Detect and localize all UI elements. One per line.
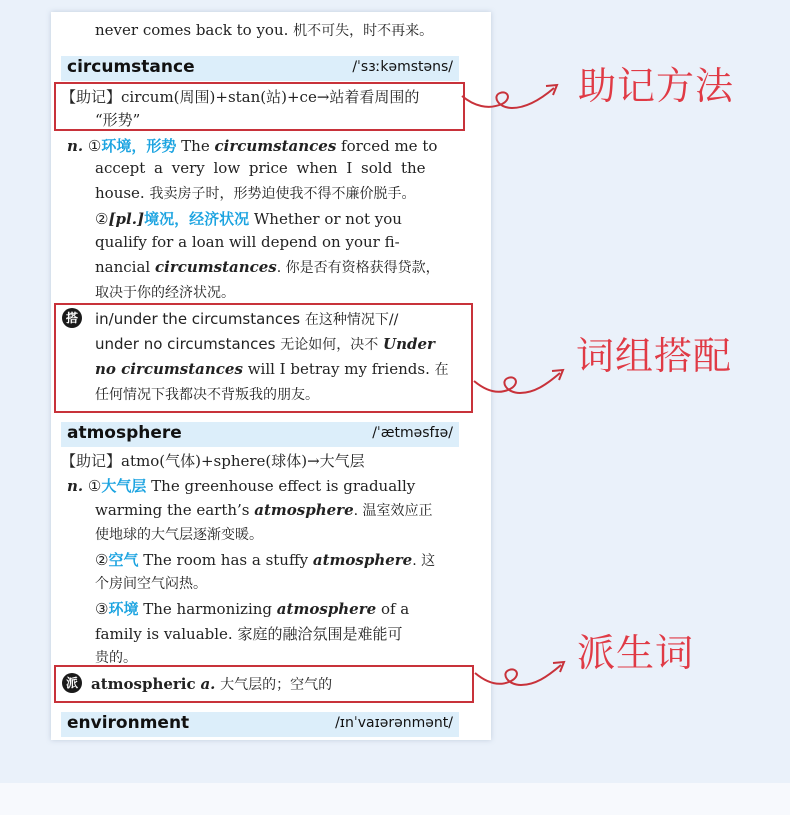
derivative-word: atmospheric [91,675,196,693]
top-line [95,20,433,40]
example-keyword: atmosphere [276,600,377,618]
mnemonic-label: 【助记】 [61,452,122,470]
sense-meaning: 空气 [108,551,139,569]
example-text: The harmonizing [143,600,273,618]
example-text: The [181,137,210,155]
collocation-badge-icon: 搭 [62,308,82,328]
example-text: The greenhouse effect is gradually [151,477,416,495]
phonetic: /ɪnˈvaɪərənmənt/ [335,715,453,731]
sense-number: ② [95,210,109,228]
example-translation: . 你是否有资格获得贷款， [276,260,440,276]
top-line-en: never comes back to you. [95,21,289,39]
example-text: forced me to [341,137,438,155]
sense-1-line [67,135,437,156]
grammar-note: [pl.] [108,210,145,228]
example-text: will I betray my friends. [247,360,430,378]
example-keyword: atmosphere [312,551,413,569]
example-translation: . 温室效应正 [353,503,433,519]
example-translation: 任何情况下我都决不背叛我的朋友。 [95,387,319,403]
curly-arrow-icon [460,80,570,120]
headword: atmosphere [67,423,182,443]
example-text: Whether or not you [253,210,402,228]
sense-number: ① [87,477,102,495]
example-translation: 在 [434,362,449,378]
part-of-speech: n. [67,477,84,495]
example-text: of a [380,600,410,618]
headword: circumstance [67,57,195,77]
mnemonic-label: 【助记】 [61,88,122,106]
example-line: qualify for a loan will depend on your fi- [95,233,400,251]
example-text: The room has a stuffy [143,551,309,569]
collocation-annotation: 词组搭配 [576,334,733,378]
example-keyword: circumstances [154,258,277,276]
part-of-speech: n. [67,137,84,155]
sense-meaning: 环境 [108,600,139,618]
mnemonic-text-2: “形势” [95,111,141,129]
example-keyword: Under [383,335,435,353]
headword-bar-environment [61,712,459,737]
example-translation: . 这 [412,553,436,569]
collocation-meaning: 在这种情况下// [304,312,399,328]
derivative-meaning: 大气层的；空气的 [220,677,333,693]
sense-meaning: 境况，经济状况 [144,210,250,228]
mnemonic-text: circum(周围)+stan(站)+ce→站着看周围的 [121,88,420,106]
mnemonic-highlight-box [54,82,465,131]
collocation-phrase: under no circumstances [95,335,276,353]
derivative-highlight-box [54,665,474,703]
sense-meaning: 大气层 [101,477,147,495]
example-line [95,257,440,277]
sense-2-line [95,549,435,570]
top-line-cn: 机不可失，时不再来。 [293,23,434,39]
derivative-annotation: 派生词 [577,631,695,675]
curly-arrow-icon [472,365,572,405]
mnemonic-text: atmo(气体)+sphere(球体)→大气层 [121,452,365,470]
background-strip [0,783,790,815]
example-text: house. [95,184,145,202]
headword-bar-circumstance [61,56,459,81]
example-line: family is valuable. 家庭的融洽氛围是难能可 [95,625,403,643]
example-keyword: atmosphere [254,501,354,519]
derivative-badge-icon: 派 [62,673,82,693]
phonetic: /ˈætməsfɪə/ [372,425,453,441]
mnemonic-line [61,450,365,471]
sense-number: ② [95,551,109,569]
example-keyword: circumstances [214,137,337,155]
collocation-highlight-box [54,303,473,413]
example-translation: 使地球的大气层逐渐变暖。 [95,527,263,543]
sense-meaning: 环境，形势 [101,137,177,155]
sense-2-line [95,208,402,229]
phonetic: /ˈsɜːkəmstəns/ [352,59,453,75]
example-translation: 我卖房子时，形势迫使我不得不廉价脱手。 [149,186,416,202]
sense-1-line [67,475,415,496]
headword: environment [67,713,190,733]
sense-number: ① [87,137,102,155]
example-line [95,183,415,203]
mnemonic-annotation: 助记方法 [578,64,735,108]
example-keyword: no circumstances [95,360,243,378]
example-translation: 贵的。 [95,650,137,666]
example-line [95,500,433,520]
sense-number: ③ [95,600,109,618]
sense-3-line [95,598,409,619]
example-text: warming the earth’s [95,501,250,519]
collocation-phrase: in/under the circumstances [95,310,301,328]
collocation-meaning: 无论如何，决不 [280,337,379,353]
example-translation: 取决于你的经济状况。 [95,285,235,301]
example-line: accept a very low price when I sold the [95,159,426,177]
example-text: nancial [95,258,151,276]
headword-bar-atmosphere [61,422,459,447]
curly-arrow-icon [473,655,573,695]
part-of-speech: a. [200,675,216,693]
example-translation: 个房间空气闷热。 [95,576,207,592]
